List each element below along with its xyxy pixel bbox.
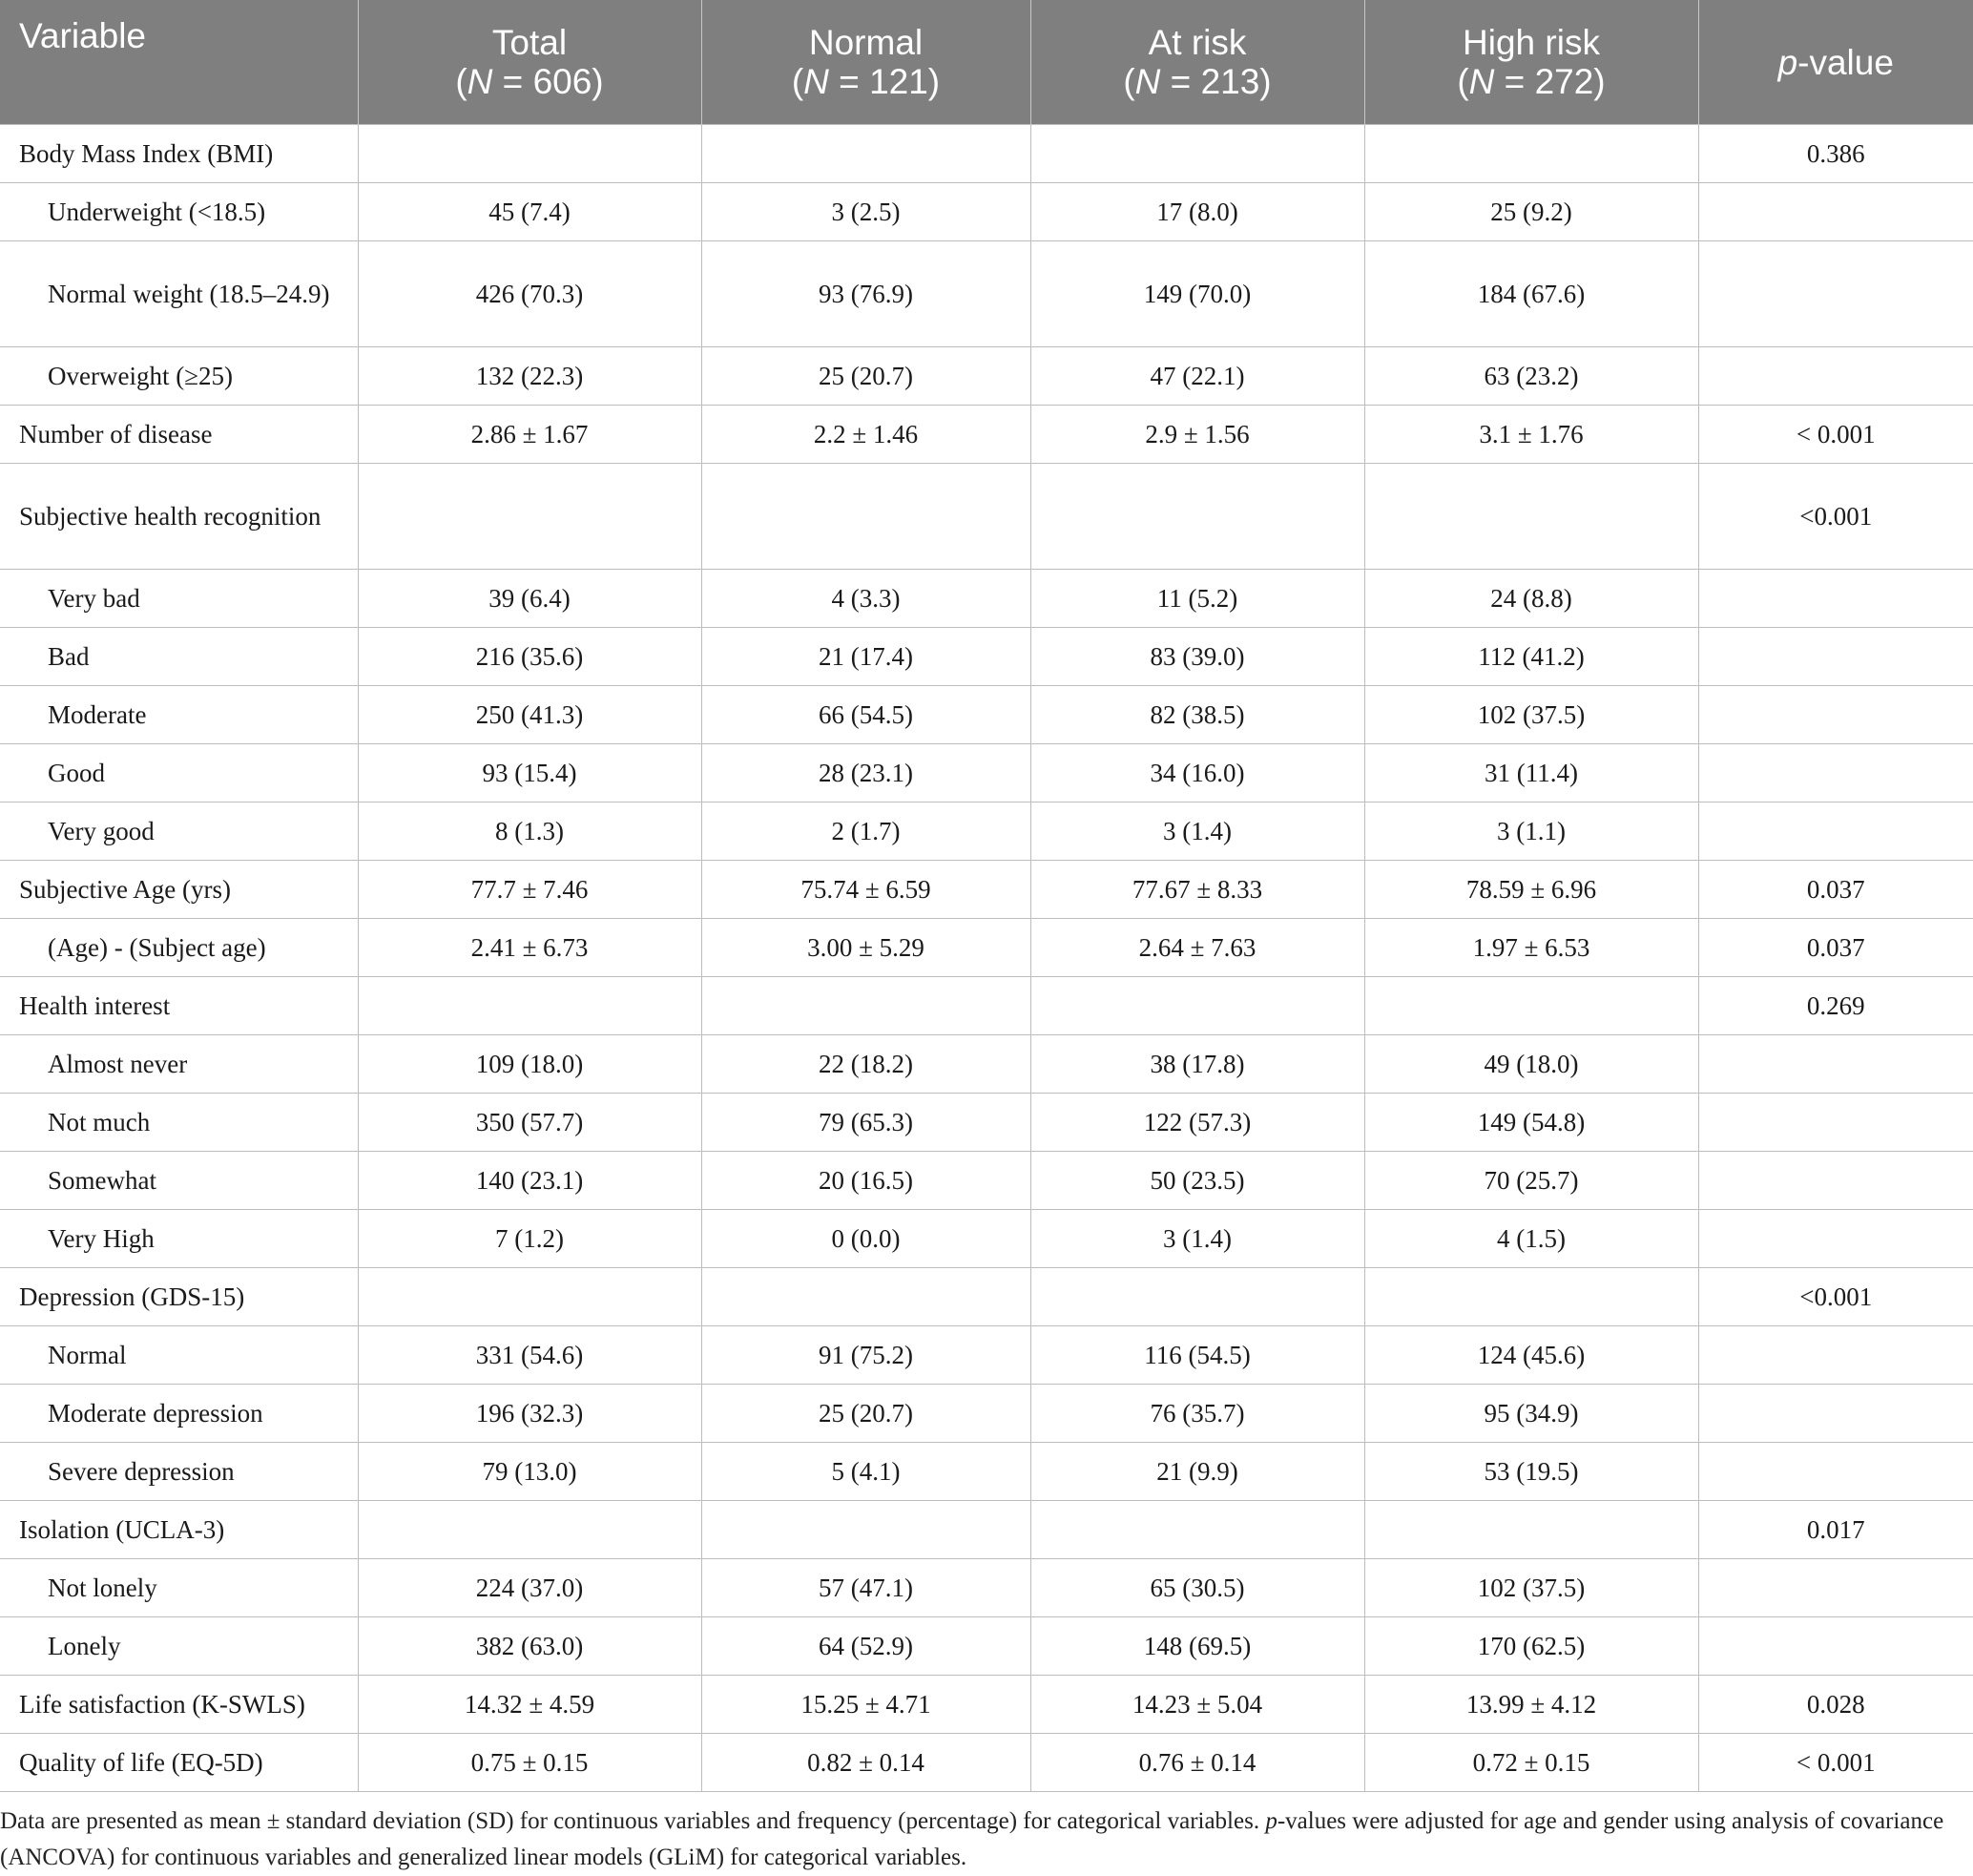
cell-total: 2.41 ± 6.73 xyxy=(358,919,701,977)
row-label: Life satisfaction (K-SWLS) xyxy=(0,1676,358,1734)
cell-total xyxy=(358,464,701,570)
cell-total: 7 (1.2) xyxy=(358,1210,701,1268)
cell-normal: 15.25 ± 4.71 xyxy=(701,1676,1030,1734)
table-row xyxy=(0,803,1973,861)
cell-p-value xyxy=(1698,1559,1973,1617)
cell-at-risk: 149 (70.0) xyxy=(1030,241,1364,347)
cell-high-risk: 25 (9.2) xyxy=(1364,183,1698,241)
table-row xyxy=(0,183,1973,241)
table-footnote xyxy=(0,1792,1973,1876)
cell-high-risk: 63 (23.2) xyxy=(1364,347,1698,406)
cell-at-risk: 17 (8.0) xyxy=(1030,183,1364,241)
cell-p-value: 0.037 xyxy=(1698,919,1973,977)
header-normal-n: (N = 121) xyxy=(791,62,941,101)
cell-p-value xyxy=(1698,744,1973,803)
cell-normal: 66 (54.5) xyxy=(701,686,1030,744)
cell-p-value xyxy=(1698,1035,1973,1094)
footnote-part1: Data are presented as mean ± standard deviation (SD) for continuous variables and frequency (percentage) for categorical variables. xyxy=(0,1808,1266,1834)
cell-at-risk xyxy=(1030,125,1364,183)
header-row xyxy=(0,0,1973,125)
row-label: Depression (GDS-15) xyxy=(0,1268,358,1326)
table-body xyxy=(0,125,1973,1792)
table-row xyxy=(0,1326,1973,1385)
cell-high-risk: 4 (1.5) xyxy=(1364,1210,1698,1268)
row-label: Number of disease xyxy=(0,406,358,464)
cell-normal: 93 (76.9) xyxy=(701,241,1030,347)
row-label: Isolation (UCLA-3) xyxy=(0,1501,358,1559)
row-label: Health interest xyxy=(0,977,358,1035)
cell-at-risk: 21 (9.9) xyxy=(1030,1443,1364,1501)
cell-normal xyxy=(701,464,1030,570)
cell-total xyxy=(358,1268,701,1326)
cell-total xyxy=(358,1501,701,1559)
cell-normal xyxy=(701,125,1030,183)
cell-normal: 75.74 ± 6.59 xyxy=(701,861,1030,919)
row-label: Severe depression xyxy=(0,1443,358,1501)
cell-p-value xyxy=(1698,1617,1973,1676)
header-total-n: (N = 606) xyxy=(455,62,604,101)
cell-high-risk xyxy=(1364,1501,1698,1559)
table-row xyxy=(0,1385,1973,1443)
cell-p-value xyxy=(1698,1443,1973,1501)
cell-total: 8 (1.3) xyxy=(358,803,701,861)
cell-high-risk: 112 (41.2) xyxy=(1364,628,1698,686)
cell-p-value: < 0.001 xyxy=(1698,1734,1973,1792)
cell-normal xyxy=(701,1268,1030,1326)
cell-total xyxy=(358,977,701,1035)
cell-high-risk: 24 (8.8) xyxy=(1364,570,1698,628)
cell-total: 250 (41.3) xyxy=(358,686,701,744)
cell-total: 382 (63.0) xyxy=(358,1617,701,1676)
cell-p-value: 0.386 xyxy=(1698,125,1973,183)
table-row xyxy=(0,861,1973,919)
table-row xyxy=(0,241,1973,347)
cell-p-value xyxy=(1698,1152,1973,1210)
cell-p-value: 0.037 xyxy=(1698,861,1973,919)
cell-at-risk: 0.76 ± 0.14 xyxy=(1030,1734,1364,1792)
cell-high-risk: 102 (37.5) xyxy=(1364,1559,1698,1617)
cell-high-risk: 170 (62.5) xyxy=(1364,1617,1698,1676)
cell-high-risk: 95 (34.9) xyxy=(1364,1385,1698,1443)
cell-high-risk: 149 (54.8) xyxy=(1364,1094,1698,1152)
table-row xyxy=(0,1035,1973,1094)
cell-high-risk: 53 (19.5) xyxy=(1364,1443,1698,1501)
table-row xyxy=(0,125,1973,183)
cell-total: 93 (15.4) xyxy=(358,744,701,803)
cell-p-value xyxy=(1698,241,1973,347)
cell-total: 77.7 ± 7.46 xyxy=(358,861,701,919)
cell-total: 140 (23.1) xyxy=(358,1152,701,1210)
table-row xyxy=(0,977,1973,1035)
table-row xyxy=(0,464,1973,570)
header-at-risk-n: (N = 213) xyxy=(1123,62,1272,101)
row-label: Subjective Age (yrs) xyxy=(0,861,358,919)
cell-at-risk: 76 (35.7) xyxy=(1030,1385,1364,1443)
cell-normal: 4 (3.3) xyxy=(701,570,1030,628)
cell-p-value: < 0.001 xyxy=(1698,406,1973,464)
cell-normal: 28 (23.1) xyxy=(701,744,1030,803)
cell-normal: 79 (65.3) xyxy=(701,1094,1030,1152)
cell-at-risk xyxy=(1030,1268,1364,1326)
table-row xyxy=(0,1152,1973,1210)
cell-high-risk xyxy=(1364,1268,1698,1326)
cell-at-risk xyxy=(1030,977,1364,1035)
row-label: Very good xyxy=(0,803,358,861)
row-label: Normal weight (18.5–24.9) xyxy=(0,241,358,347)
table-row xyxy=(0,1734,1973,1792)
cell-p-value xyxy=(1698,628,1973,686)
row-label: Body Mass Index (BMI) xyxy=(0,125,358,183)
cell-at-risk xyxy=(1030,1501,1364,1559)
cell-at-risk: 14.23 ± 5.04 xyxy=(1030,1676,1364,1734)
cell-high-risk xyxy=(1364,125,1698,183)
row-label: Very High xyxy=(0,1210,358,1268)
cell-normal: 91 (75.2) xyxy=(701,1326,1030,1385)
cell-at-risk: 116 (54.5) xyxy=(1030,1326,1364,1385)
cell-high-risk: 31 (11.4) xyxy=(1364,744,1698,803)
cell-high-risk: 78.59 ± 6.96 xyxy=(1364,861,1698,919)
cell-at-risk: 77.67 ± 8.33 xyxy=(1030,861,1364,919)
cell-p-value xyxy=(1698,803,1973,861)
cell-p-value xyxy=(1698,1385,1973,1443)
cell-total: 196 (32.3) xyxy=(358,1385,701,1443)
cell-normal: 25 (20.7) xyxy=(701,347,1030,406)
table-row xyxy=(0,686,1973,744)
cell-high-risk: 0.72 ± 0.15 xyxy=(1364,1734,1698,1792)
table-row xyxy=(0,628,1973,686)
row-label: Underweight (<18.5) xyxy=(0,183,358,241)
cell-high-risk: 124 (45.6) xyxy=(1364,1326,1698,1385)
footnote-part2: -values were adjusted for age and gender using analysis of covariance (ANCOVA) for continuous variables and generalized linear models (GLiM) for categorical variables. xyxy=(0,1808,1944,1870)
cell-p-value: <0.001 xyxy=(1698,464,1973,570)
cell-at-risk: 122 (57.3) xyxy=(1030,1094,1364,1152)
cell-normal: 20 (16.5) xyxy=(701,1152,1030,1210)
header-high-risk xyxy=(1364,0,1698,125)
cell-p-value xyxy=(1698,1326,1973,1385)
cell-p-value: 0.028 xyxy=(1698,1676,1973,1734)
cell-at-risk: 3 (1.4) xyxy=(1030,803,1364,861)
cell-total: 132 (22.3) xyxy=(358,347,701,406)
cell-total: 331 (54.6) xyxy=(358,1326,701,1385)
table-row xyxy=(0,744,1973,803)
cell-p-value xyxy=(1698,570,1973,628)
header-high-risk-label: High risk xyxy=(1463,23,1600,62)
cell-total: 0.75 ± 0.15 xyxy=(358,1734,701,1792)
cell-at-risk: 148 (69.5) xyxy=(1030,1617,1364,1676)
cell-normal: 0.82 ± 0.14 xyxy=(701,1734,1030,1792)
row-label: Normal xyxy=(0,1326,358,1385)
header-normal xyxy=(701,0,1030,125)
table-row xyxy=(0,1559,1973,1617)
cell-total: 14.32 ± 4.59 xyxy=(358,1676,701,1734)
cell-p-value xyxy=(1698,1094,1973,1152)
header-high-risk-n: (N = 272) xyxy=(1457,62,1606,101)
cell-normal: 22 (18.2) xyxy=(701,1035,1030,1094)
cell-normal xyxy=(701,1501,1030,1559)
header-normal-label: Normal xyxy=(808,23,924,62)
row-label: Moderate xyxy=(0,686,358,744)
row-label: Very bad xyxy=(0,570,358,628)
row-label: Almost never xyxy=(0,1035,358,1094)
row-label: Not lonely xyxy=(0,1559,358,1617)
header-at-risk xyxy=(1030,0,1364,125)
cell-at-risk: 11 (5.2) xyxy=(1030,570,1364,628)
cell-p-value xyxy=(1698,686,1973,744)
cell-normal: 64 (52.9) xyxy=(701,1617,1030,1676)
cell-total: 2.86 ± 1.67 xyxy=(358,406,701,464)
cell-p-value: <0.001 xyxy=(1698,1268,1973,1326)
cell-p-value: 0.017 xyxy=(1698,1501,1973,1559)
header-at-risk-label: At risk xyxy=(1148,23,1247,62)
cell-high-risk: 3.1 ± 1.76 xyxy=(1364,406,1698,464)
cell-normal: 3.00 ± 5.29 xyxy=(701,919,1030,977)
header-total xyxy=(358,0,701,125)
table-row xyxy=(0,1443,1973,1501)
cell-p-value xyxy=(1698,347,1973,406)
footnote-p: p xyxy=(1265,1808,1277,1834)
cell-high-risk: 184 (67.6) xyxy=(1364,241,1698,347)
cell-p-value xyxy=(1698,1210,1973,1268)
table-row xyxy=(0,1501,1973,1559)
cell-high-risk: 1.97 ± 6.53 xyxy=(1364,919,1698,977)
cell-at-risk: 34 (16.0) xyxy=(1030,744,1364,803)
row-label: Bad xyxy=(0,628,358,686)
cell-total: 45 (7.4) xyxy=(358,183,701,241)
cell-total: 39 (6.4) xyxy=(358,570,701,628)
table-row xyxy=(0,1268,1973,1326)
cell-high-risk: 13.99 ± 4.12 xyxy=(1364,1676,1698,1734)
cell-total: 426 (70.3) xyxy=(358,241,701,347)
table-row xyxy=(0,347,1973,406)
header-p-value: p-value xyxy=(1698,0,1973,125)
cell-normal: 0 (0.0) xyxy=(701,1210,1030,1268)
cell-p-value: 0.269 xyxy=(1698,977,1973,1035)
cell-at-risk: 47 (22.1) xyxy=(1030,347,1364,406)
header-variable: Variable xyxy=(0,0,358,125)
cell-high-risk xyxy=(1364,977,1698,1035)
table-row xyxy=(0,1094,1973,1152)
cell-normal: 5 (4.1) xyxy=(701,1443,1030,1501)
row-label: Overweight (≥25) xyxy=(0,347,358,406)
table-row xyxy=(0,919,1973,977)
row-label: (Age) - (Subject age) xyxy=(0,919,358,977)
cell-at-risk: 82 (38.5) xyxy=(1030,686,1364,744)
table-row xyxy=(0,1676,1973,1734)
row-label: Good xyxy=(0,744,358,803)
cell-high-risk: 70 (25.7) xyxy=(1364,1152,1698,1210)
table-row xyxy=(0,570,1973,628)
cell-normal: 21 (17.4) xyxy=(701,628,1030,686)
row-label: Subjective health recognition xyxy=(0,464,358,570)
cell-normal: 2 (1.7) xyxy=(701,803,1030,861)
cell-at-risk: 2.64 ± 7.63 xyxy=(1030,919,1364,977)
cell-normal xyxy=(701,977,1030,1035)
cell-at-risk: 38 (17.8) xyxy=(1030,1035,1364,1094)
cell-normal: 3 (2.5) xyxy=(701,183,1030,241)
cell-at-risk: 65 (30.5) xyxy=(1030,1559,1364,1617)
cell-high-risk: 102 (37.5) xyxy=(1364,686,1698,744)
cell-total: 350 (57.7) xyxy=(358,1094,701,1152)
header-total-label: Total xyxy=(491,23,568,62)
table-row xyxy=(0,1210,1973,1268)
cell-at-risk: 2.9 ± 1.56 xyxy=(1030,406,1364,464)
cell-high-risk xyxy=(1364,464,1698,570)
cell-total xyxy=(358,125,701,183)
cell-normal: 25 (20.7) xyxy=(701,1385,1030,1443)
cell-p-value xyxy=(1698,183,1973,241)
cell-total: 109 (18.0) xyxy=(358,1035,701,1094)
cell-total: 224 (37.0) xyxy=(358,1559,701,1617)
table-row xyxy=(0,406,1973,464)
cell-at-risk: 3 (1.4) xyxy=(1030,1210,1364,1268)
table-row xyxy=(0,1617,1973,1676)
cell-at-risk xyxy=(1030,464,1364,570)
cell-at-risk: 83 (39.0) xyxy=(1030,628,1364,686)
row-label: Quality of life (EQ-5D) xyxy=(0,1734,358,1792)
cell-at-risk: 50 (23.5) xyxy=(1030,1152,1364,1210)
row-label: Not much xyxy=(0,1094,358,1152)
cell-high-risk: 3 (1.1) xyxy=(1364,803,1698,861)
row-label: Lonely xyxy=(0,1617,358,1676)
cell-normal: 57 (47.1) xyxy=(701,1559,1030,1617)
cell-normal: 2.2 ± 1.46 xyxy=(701,406,1030,464)
cell-high-risk: 49 (18.0) xyxy=(1364,1035,1698,1094)
row-label: Moderate depression xyxy=(0,1385,358,1443)
row-label: Somewhat xyxy=(0,1152,358,1210)
cell-total: 79 (13.0) xyxy=(358,1443,701,1501)
cell-total: 216 (35.6) xyxy=(358,628,701,686)
